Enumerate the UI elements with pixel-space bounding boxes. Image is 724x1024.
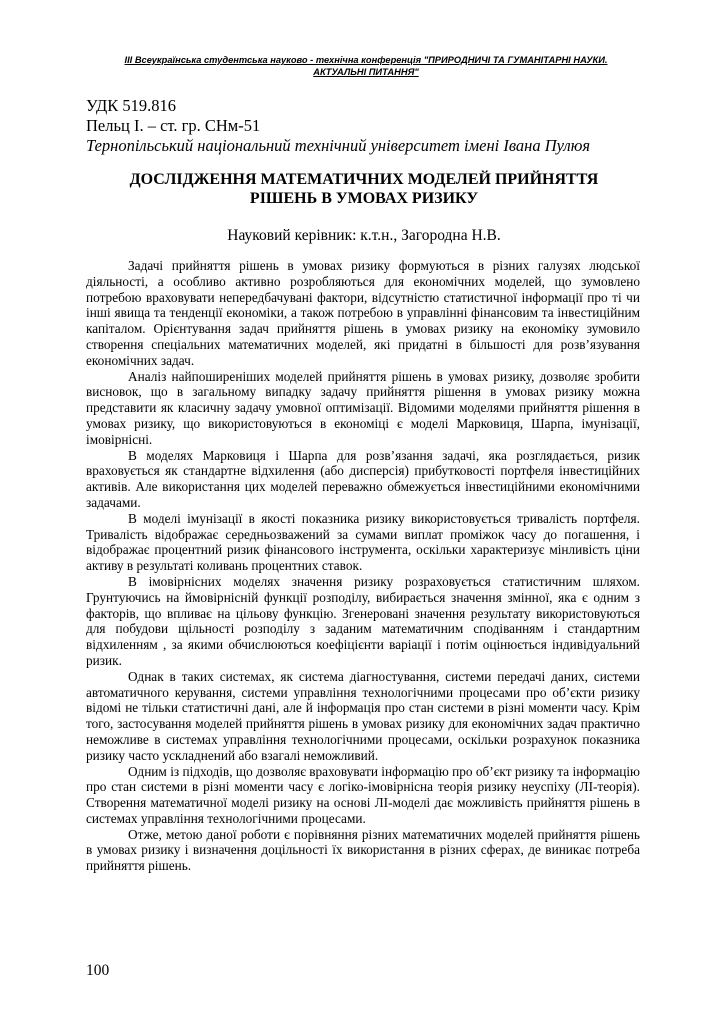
body-paragraph: Однак в таких системах, як система діагностування, системи передачі даних, системи автоматичного керування, системи управління технологічними процесами про об’єкти ризику відомі не тільки статистичні дані, але й інформація про стан системи в різні моменти часу. Крім того, застосування моделей прийняття рішень в умовах ризику для економічних задач практично неможливе в системах управління технологічними процесами, оскільки розрахунок показника ризику часто ускладнений або взагалі неможливий. — [86, 668, 640, 763]
conference-header — [96, 54, 636, 78]
conference-header-line-1: ІІІ Всеукраїнська студентська науково - технічна конференція "ПРИРОДНИЧІ ТА ГУМАНІТАРНІ НАУКИ. — [124, 55, 608, 65]
author-line: Пельц І. – ст. гр. СНм-51 — [86, 116, 261, 135]
body-paragraph: Аналіз найпоширеніших моделей прийняття рішень в умовах ризику, дозволяє зробити висновок, що в загальному випадку задачу прийняття рішення в умовах ризику можна представити як класичну задачу умовної оптимізації. Відомими моделями прийняття рішення в умовах ризику, що використовуються в економіці є моделі Марковиця, Шарпа, імунізації, імовірнісні. — [86, 368, 640, 447]
udk-code: УДК 519.816 — [86, 96, 177, 115]
body-paragraph: В імовірнісних моделях значення ризику розраховується статистичним шляхом. Грунтуючись на ймовірнісній функції розподілу, вибирається значення змінної, яка є одним з факторів, що впливає на цільову функцію. Згенеровані значення результату використовуються для побудови щільності розподілу з заданим математичним сподіванням і стандартним відхиленням , за якими обчислюються коефіцієнти варіації і потім оцінюється індивідуальний ризик. — [86, 573, 640, 668]
page-number: 100 — [86, 962, 110, 979]
affiliation: Тернопільський національний технічний університет імені Івана Пулюя — [86, 136, 591, 155]
article-meta — [86, 96, 646, 156]
body-paragraph: Одним із підходів, що дозволяє враховувати інформацію про об’єкт ризику та інформацію про стан системи в різні моменти часу є логіко-імовірнісна теорія ризику неуспіху (ЛІ-теорія). Створення математичної моделі ризику на основі ЛІ-моделі дає можливість прийняття рішень в системах управління технологічними процесами. — [86, 763, 640, 826]
conference-header-line-2: АКТУАЛЬНІ ПИТАННЯ" — [313, 67, 419, 77]
article-title — [86, 170, 642, 208]
article-title-line-2: РІШЕНЬ В УМОВАХ РИЗИКУ — [249, 190, 479, 207]
body-paragraph: В моделях Марковиця і Шарпа для розв’язання задачі, яка розглядається, ризик враховується як стандартне відхилення (або дисперсія) прибутковості портфеля інвестиційних активів. Але використання цих моделей переважно обмежується інвестиційними економічними задачами. — [86, 447, 640, 510]
scientific-advisor: Науковий керівник: к.т.н., Загородна Н.В. — [227, 227, 501, 244]
article-title-line-1: ДОСЛІДЖЕННЯ МАТЕМАТИЧНИХ МОДЕЛЕЙ ПРИЙНЯТТЯ — [129, 171, 599, 188]
body-paragraph: Задачі прийняття рішень в умовах ризику формуються в різних галузях людської діяльності, а особливо активно розробляються для економічних моделей, що зумовлено потребою враховувати непередбачувані фактори, відсутністю статистичної інформації про ті чи інші явища та тенденції економіки, а також потребою в управлінні фінансовим та інвестиційним капіталом. Орієнтування задач прийняття рішень в умовах ризику на економіку зумовило створення спеціальних математичних моделей, які придатні в більшості для розв’язування економічних задач. — [86, 258, 640, 368]
body-paragraph: В моделі імунізації в якості показника ризику використовується тривалість портфеля. Тривалість відображає середньозважений за сумами виплат проміжок часу до погашення, і відображає процентний ризик фінансового інструмента, оскільки характеризує мінливість ціни активу в результаті коливань процентних ставок. — [86, 510, 640, 574]
article-body — [86, 258, 640, 874]
body-paragraph: Отже, метою даної роботи є порівняння різних математичних моделей прийняття рішень в умовах ризику і визначення доцільності їх використання в різних сферах, де виникає потреба прийняття рішень. — [86, 826, 640, 874]
